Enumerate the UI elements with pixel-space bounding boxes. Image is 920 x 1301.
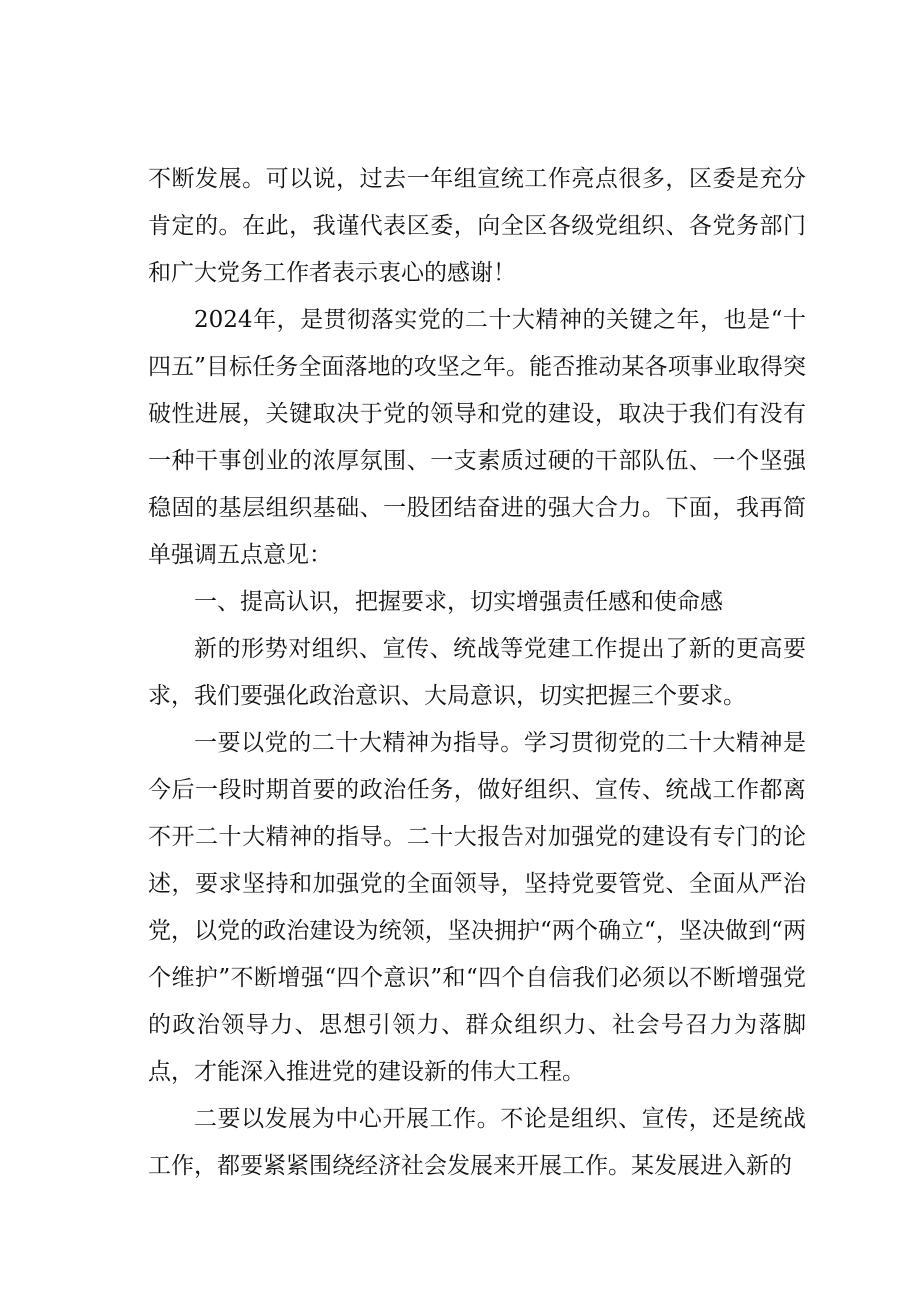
paragraph-new-requirements: 新的形势对组织、宣传、统战等党建工作提出了新的更高要求，我们要强化政治意识、大局意识，切实把握三个要求。 [148,636,806,709]
document-body [148,156,806,1190]
paragraph-requirement-two: 二要以发展为中心开展工作。不论是组织、宣传，还是统战工作，都要紧紧围绕经济社会发展来开展工作。某发展进入新的 [148,1106,806,1179]
paragraph-2024-overview: 2024年，是贯彻落实党的二十大精神的关键之年，也是“十四五”目标任务全面落地的攻坚之年。能否推动某各项事业取得突破性进展，关键取决于党的领导和党的建设，取决于我们有没有一种干事创业的浓厚氛围、一支素质过硬的干部队伍、一个坚强稳固的基层组织基础、一股团结奋进的强大合力。下面，我再简单强调五点意见： [148,307,806,568]
paragraph-continuation: 不断发展。可以说，过去一年组宣统工作亮点很多，区委是充分肯定的。在此，我谨代表区委，向全区各级党组织、各党务部门和广大党务工作者表示衷心的感谢！ [148,166,806,286]
paragraph-requirement-one: 一要以党的二十大精神为指导。学习贯彻党的二十大精神是今后一段时期首要的政治任务，做好组织、宣传、统战工作都离不开二十大精神的指导。二十大报告对加强党的建设有专门的论述，要求坚持和加强党的全面领导，坚持党要管党、全面从严治党，以党的政治建设为统领，坚决拥护“两个确立“，坚决做到“两个维护”不断增强“四个意识”和“四个自信我们必须以不断增强党的政治领导力、思想引领力、群众组织力、社会号召力为落脚点，才能深入推进党的建设新的伟大工程。 [148,730,806,1085]
section-heading-1: 一、提高认识，把握要求，切实增强责任感和使命感 [194,589,723,615]
